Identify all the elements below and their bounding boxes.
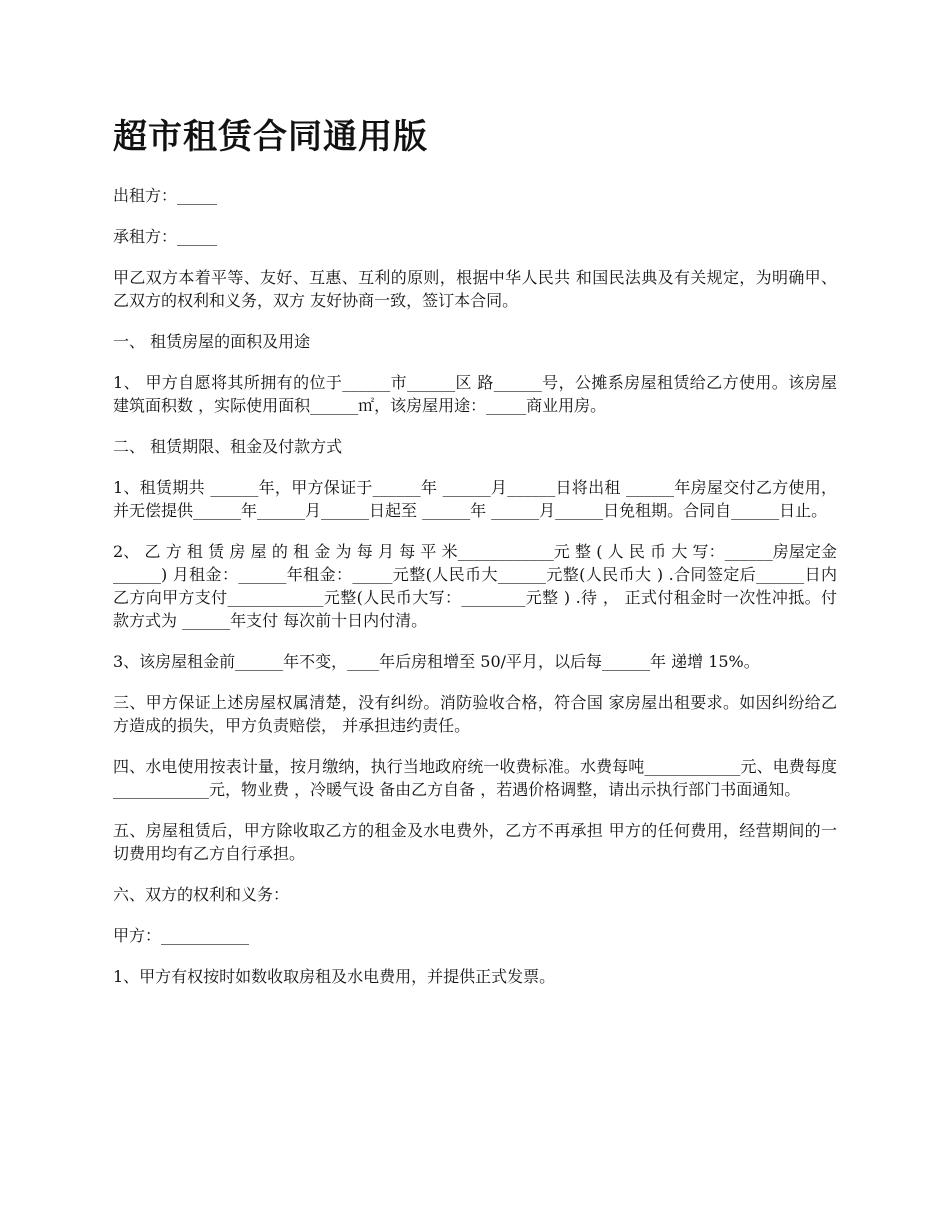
lessee-line: 承租方：_____ xyxy=(113,227,218,246)
section-4-paragraph: 四、水电使用按表计量，按月缴纳，执行当地政府统一收费标准。水费每吨____________元、电费每度____________元，物业费 ，冷暖气设 备由乙方自备 ，若遇价格调整，请出示执行部门书面通知。 xyxy=(113,757,837,799)
section-2-heading: 二、 租赁期限、租金及付款方式 xyxy=(113,437,343,456)
section-2-clause-1: 1、租赁期共 ______年，甲方保证于______年 ______月______日将出租 ______年房屋交付乙方使用，并无偿提供______年______月______日起至 ______年 ______月______日免租期。合同自______日止。 xyxy=(113,478,837,520)
preamble-paragraph: 甲乙双方本着平等、友好、互惠、互利的原则，根据中华人民共 和国民法典及有关规定，为明确甲、乙双方的权利和义务，双方 友好协商一致，签订本合同。 xyxy=(113,268,837,310)
document-title: 超市租赁合同通用版 xyxy=(113,117,428,157)
section-1-heading: 一、 租赁房屋的面积及用途 xyxy=(113,332,311,351)
party-a-line: 甲方：___________ xyxy=(113,926,250,945)
section-1-clause-1: 1、 甲方自愿将其所拥有的位于______市______区 路______号，公摊系房屋租赁给乙方使用。该房屋建筑面积数 ，实际使用面积______㎡，该房屋用途：_____商业用房。 xyxy=(113,373,837,415)
section-2-clause-2: 2、 乙 方 租 赁 房 屋 的 租 金 为 每 月 每 平 米____________元 整 ( 人 民 币 大 写：______房屋定金 ______) 月租金：______年租金：_____元整(人民币大______元整(人民币大 ) .合同签定后______日内乙方向甲方支付____________元整(人民币大写：________元整 ) .待 ， 正式付租金时一次性冲抵。付款方式为 ______年支付 每次前十日内付清。 xyxy=(113,542,837,630)
document-page xyxy=(113,112,837,1006)
section-5-paragraph: 五、房屋租赁后，甲方除收取乙方的租金及水电费外，乙方不再承担 甲方的任何费用，经营期间的一切费用均有乙方自行承担。 xyxy=(113,821,837,863)
lessor-line: 出租方：_____ xyxy=(113,186,218,205)
section-6-heading: 六、双方的权利和义务： xyxy=(113,885,290,904)
section-2-clause-3: 3、该房屋租金前______年不变，____年后房租增至 50/平月，以后每______年 递增 15%。 xyxy=(113,652,760,671)
section-3-paragraph: 三、甲方保证上述房屋权属清楚，没有纠纷。消防验收合格，符合国 家房屋出租要求。如因纠纷给乙方造成的损失，甲方负责赔偿， 并承担违约责任。 xyxy=(113,693,837,735)
party-a-clause-1: 1、甲方有权按时如数收取房租及水电费用，并提供正式发票。 xyxy=(113,967,556,986)
